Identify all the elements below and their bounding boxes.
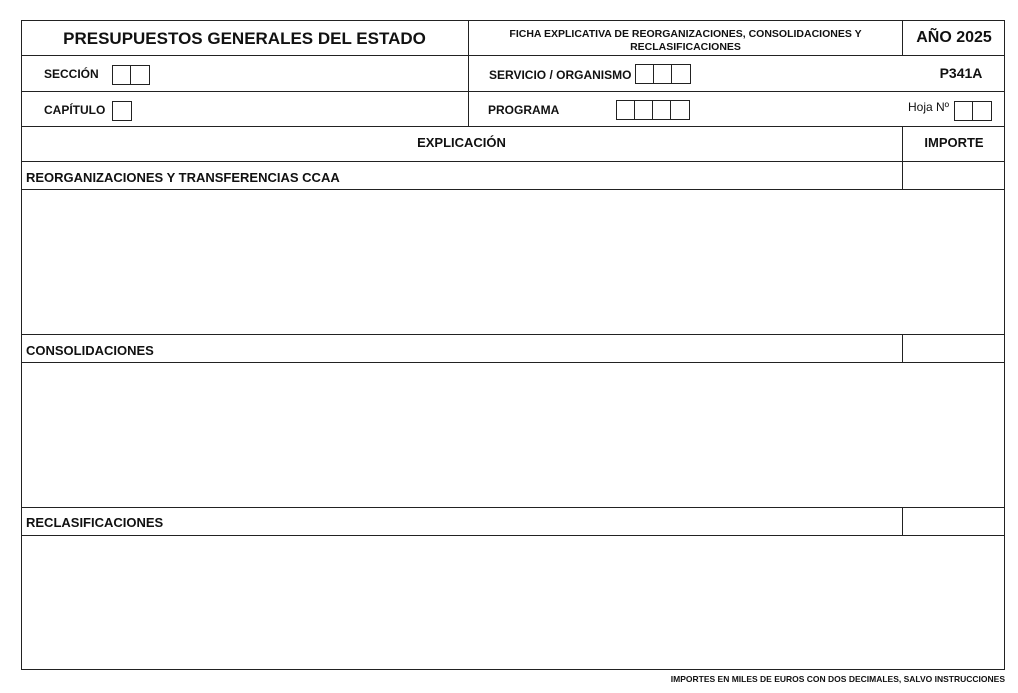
explanation-textarea[interactable] bbox=[22, 364, 1004, 506]
year-label: AÑO 2025 bbox=[916, 29, 992, 46]
servicio-label: SERVICIO / ORGANISMO bbox=[489, 68, 632, 82]
digit-cell[interactable] bbox=[955, 102, 973, 120]
section-header-row bbox=[21, 507, 1005, 536]
programa-input[interactable] bbox=[616, 100, 690, 120]
digit-cell[interactable] bbox=[636, 65, 654, 83]
digit-cell[interactable] bbox=[131, 66, 149, 84]
divider bbox=[21, 55, 1005, 56]
section-title: REORGANIZACIONES Y TRANSFERENCIAS CCAA bbox=[26, 170, 340, 185]
programa-label: PROGRAMA bbox=[488, 103, 560, 117]
explicacion-header: EXPLICACIÓN bbox=[417, 135, 506, 150]
digit-cell[interactable] bbox=[671, 101, 689, 119]
digit-cell[interactable] bbox=[617, 101, 635, 119]
section-header-row bbox=[21, 334, 1005, 363]
capitulo-label: CAPÍTULO bbox=[44, 103, 106, 117]
importe-header: IMPORTE bbox=[924, 135, 984, 150]
footer-note: IMPORTES EN MILES DE EUROS CON DOS DECIMALES, SALVO INSTRUCCIONES bbox=[670, 674, 1005, 684]
section-title: RECLASIFICACIONES bbox=[26, 515, 164, 530]
explanation-textarea[interactable] bbox=[22, 537, 1004, 668]
hoja-input[interactable] bbox=[954, 101, 992, 121]
servicio-input[interactable] bbox=[635, 64, 691, 84]
page-title: PRESUPUESTOS GENERALES DEL ESTADO bbox=[63, 29, 426, 48]
digit-cell[interactable] bbox=[654, 65, 672, 83]
section-title: CONSOLIDACIONES bbox=[26, 343, 154, 358]
form-subtitle-line1: FICHA EXPLICATIVA DE REORGANIZACIONES, CONSOLIDACIONES Y bbox=[509, 28, 862, 40]
divider bbox=[21, 91, 1005, 92]
importe-cell[interactable] bbox=[903, 335, 1004, 362]
digit-cell[interactable] bbox=[635, 101, 653, 119]
section-reorganizaciones bbox=[21, 161, 1005, 334]
digit-cell[interactable] bbox=[672, 65, 690, 83]
divider bbox=[21, 126, 1005, 127]
section-consolidaciones bbox=[21, 334, 1005, 507]
explanation-textarea[interactable] bbox=[22, 191, 1004, 333]
digit-cell[interactable] bbox=[113, 102, 131, 120]
seccion-label: SECCIÓN bbox=[44, 67, 99, 81]
digit-cell[interactable] bbox=[113, 66, 131, 84]
digit-cell[interactable] bbox=[973, 102, 991, 120]
form-code: P341A bbox=[939, 65, 983, 81]
importe-cell[interactable] bbox=[903, 508, 1004, 535]
form-subtitle-line2: RECLASIFICACIONES bbox=[630, 41, 741, 53]
section-reclasificaciones bbox=[21, 507, 1005, 670]
seccion-input[interactable] bbox=[112, 65, 150, 85]
digit-cell[interactable] bbox=[653, 101, 671, 119]
hoja-label: Hoja Nº bbox=[908, 100, 950, 114]
capitulo-input[interactable] bbox=[112, 101, 132, 121]
importe-cell[interactable] bbox=[903, 162, 1004, 189]
